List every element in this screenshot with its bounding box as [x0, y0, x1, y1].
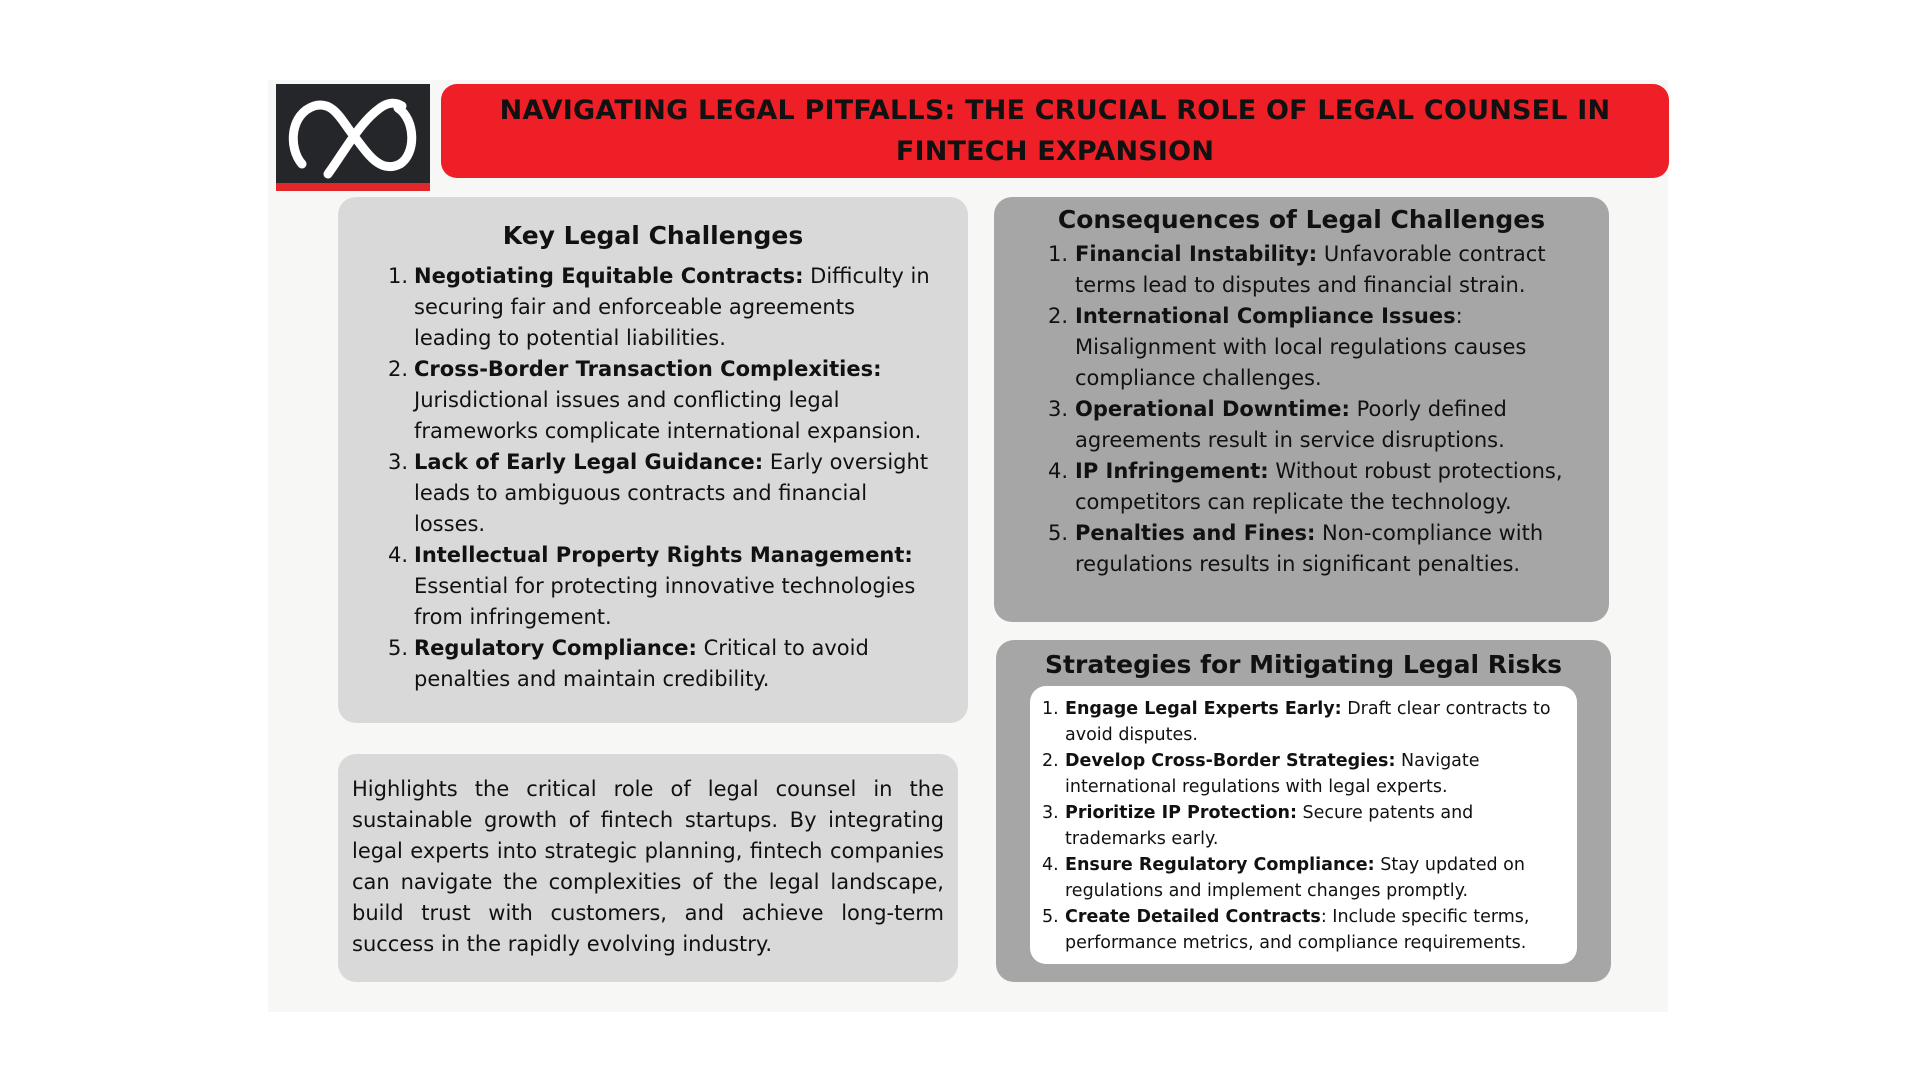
page-title: NAVIGATING LEGAL PITFALLS: THE CRUCIAL ROLE OF LEGAL COUNSEL IN FINTECH EXPANSION: [499, 95, 1611, 167]
item-number: 2.: [1048, 304, 1069, 328]
consequences-card: [994, 197, 1609, 622]
item-text: Secure patents and trademarks early.: [1065, 803, 1474, 849]
item-number: 5.: [1042, 907, 1059, 927]
item-title: Operational Downtime:: [1075, 397, 1350, 421]
item-title: Negotiating Equitable Contracts:: [414, 264, 804, 288]
consequences-list: [1024, 239, 1579, 580]
item-title: Create Detailed Contracts: [1065, 907, 1321, 927]
list-item: [1050, 394, 1579, 456]
item-title: Intellectual Property Rights Management:: [414, 543, 913, 567]
item-text: Stay updated on regulations and implement changes promptly.: [1065, 855, 1525, 901]
item-title: International Compliance Issues: [1075, 304, 1456, 328]
item-number: 4.: [1042, 855, 1059, 875]
list-item: [1050, 518, 1579, 580]
key-challenges-heading: Key Legal Challenges: [502, 221, 804, 250]
list-item: [390, 354, 938, 447]
list-item: [390, 447, 938, 540]
title-banner: [441, 84, 1669, 178]
item-number: 3.: [1048, 397, 1069, 421]
strategies-heading: Strategies for Mitigating Legal Risks: [1045, 650, 1562, 679]
key-challenges-list: [368, 261, 938, 695]
item-text: Unfavorable contract terms lead to disputes and financial strain.: [1075, 242, 1546, 297]
infinity-logo-icon: [284, 92, 422, 180]
list-item: [1042, 800, 1563, 852]
summary-text: Highlights the critical role of legal counsel in the sustainable growth of fintech startups. By integrating legal experts into strategic planning, fintech companies can navigate the complexities of the legal landscape, build trust with customers, and achieve long-term success in the rapidly evolving industry.: [352, 777, 944, 956]
item-title: Lack of Early Legal Guidance:: [414, 450, 764, 474]
summary-card: [338, 754, 958, 982]
item-title: Prioritize IP Protection:: [1065, 803, 1297, 823]
item-text: Without robust protections, competitors can replicate the technology.: [1075, 459, 1563, 514]
item-number: 1.: [388, 264, 409, 288]
item-text: Essential for protecting innovative technologies from infringement.: [414, 574, 916, 629]
item-text: Navigate international regulations with legal experts.: [1065, 751, 1480, 797]
item-text: : Include specific terms, performance metrics, and compliance requirements.: [1065, 907, 1530, 953]
strategies-card: [996, 640, 1611, 982]
list-item: [390, 540, 938, 633]
item-title: Ensure Regulatory Compliance:: [1065, 855, 1375, 875]
list-item: [1050, 456, 1579, 518]
item-number: 2.: [388, 357, 409, 381]
item-text: : Misalignment with local regulations causes compliance challenges.: [1075, 304, 1527, 390]
list-item: [1042, 904, 1563, 956]
list-item: [1050, 239, 1579, 301]
item-number: 1.: [1042, 699, 1059, 719]
item-text: Early oversight leads to ambiguous contracts and financial losses.: [414, 450, 929, 536]
item-text: Jurisdictional issues and conflicting legal frameworks complicate international expansion.: [414, 388, 922, 443]
item-text: Critical to avoid penalties and maintain credibility.: [414, 636, 869, 691]
item-title: IP Infringement:: [1075, 459, 1269, 483]
item-number: 3.: [388, 450, 409, 474]
item-title: Penalties and Fines:: [1075, 521, 1316, 545]
item-number: 4.: [1048, 459, 1069, 483]
item-number: 1.: [1048, 242, 1069, 266]
item-text: Poorly defined agreements result in service disruptions.: [1075, 397, 1507, 452]
list-item: [390, 261, 938, 354]
company-logo: [276, 84, 430, 191]
item-text: Draft clear contracts to avoid disputes.: [1065, 699, 1551, 745]
key-challenges-card: [338, 197, 968, 723]
strategies-list: [1044, 696, 1563, 956]
item-text: Non-compliance with regulations results in significant penalties.: [1075, 521, 1544, 576]
strategies-panel: [1030, 686, 1577, 964]
item-number: 3.: [1042, 803, 1059, 823]
list-item: [1042, 696, 1563, 748]
item-number: 4.: [388, 543, 409, 567]
list-item: [1042, 852, 1563, 904]
item-title: Cross-Border Transaction Complexities:: [414, 357, 882, 381]
item-title: Regulatory Compliance:: [414, 636, 697, 660]
item-number: 5.: [388, 636, 409, 660]
list-item: [1050, 301, 1579, 394]
item-title: Develop Cross-Border Strategies:: [1065, 751, 1396, 771]
list-item: [390, 633, 938, 695]
item-title: Financial Instability:: [1075, 242, 1318, 266]
item-number: 5.: [1048, 521, 1069, 545]
item-title: Engage Legal Experts Early:: [1065, 699, 1342, 719]
item-number: 2.: [1042, 751, 1059, 771]
consequences-heading: Consequences of Legal Challenges: [1057, 205, 1546, 234]
list-item: [1042, 748, 1563, 800]
item-text: Difficulty in securing fair and enforceable agreements leading to potential liabilities.: [414, 264, 930, 350]
